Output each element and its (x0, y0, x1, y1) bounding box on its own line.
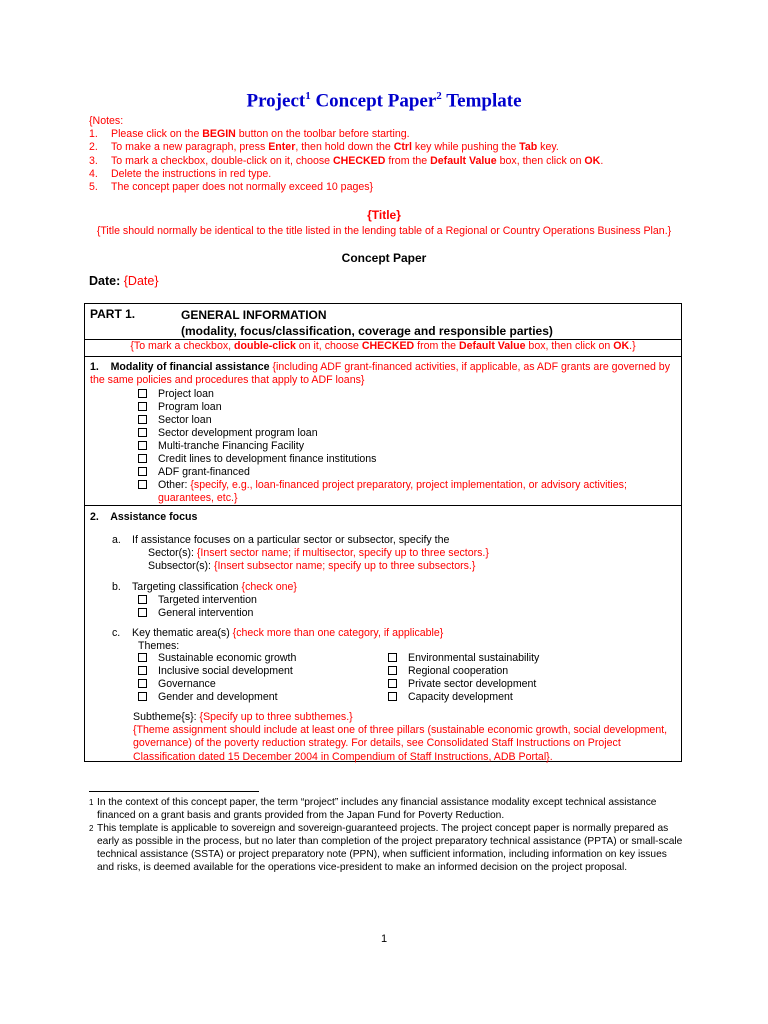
assistance-focus-heading: 2. Assistance focus (90, 511, 198, 523)
part-number: PART 1. (90, 307, 136, 321)
checkbox[interactable] (138, 595, 147, 604)
checkbox-option[interactable]: General intervention (138, 607, 297, 620)
checkbox[interactable] (388, 666, 397, 675)
page-number: 1 (380, 933, 388, 945)
date-label: Date: (89, 274, 121, 288)
part-title: GENERAL INFORMATION (modality, focus/classification, coverage and responsible parties) (181, 308, 553, 338)
checkbox[interactable] (138, 441, 147, 450)
note-item: 2. To make a new paragraph, press Enter, then hold down the Ctrl key while pushing the Tab key. (89, 141, 559, 154)
checkbox[interactable] (138, 480, 147, 489)
checkbox-option[interactable]: Sector loan (138, 414, 678, 427)
title-text-2: Concept Paper (310, 90, 437, 112)
general-information-table (84, 303, 682, 762)
page-title (0, 90, 768, 112)
checkbox-option[interactable]: Inclusive social development (138, 665, 388, 678)
themes-grid (138, 652, 638, 704)
modality-heading: 1. Modality of financial assistance {including ADF grant-financed activities, if applicable, as ADF grants are governed by the same policies and procedures that apply to ADF loans} (90, 361, 670, 387)
theme-assignment-note: {Theme assignment should include at least one of three pillars (sustainable economic growth, social development, governance) of the poverty reduction strategy. For details, see Consolidated Staff Instructions on Project Classification dated 15 December 2004 in Compendium of Staff Instructions, ADB Portal}. (133, 724, 668, 763)
modality-section (85, 356, 681, 506)
sector-subsection: a. If assistance focuses on a particular sector or subsector, specify the Sector(s): {Insert sector name; if multisector, specify up to three sectors.} Subsector(s): {Insert subsector name; specify up to three subsectors.} (112, 534, 489, 572)
checkbox-option[interactable]: Sector development program loan (138, 427, 678, 440)
checkbox-option[interactable]: ADF grant-financed (138, 466, 678, 479)
checkbox-option[interactable]: Regional cooperation (388, 665, 638, 678)
checkbox[interactable] (138, 692, 147, 701)
part-header (85, 304, 681, 340)
title-text-1: Project (246, 90, 306, 112)
checkbox[interactable] (138, 389, 147, 398)
checkbox-option-other[interactable]: Other: {specify, e.g., loan-financed project preparatory, project implementation, or advisory activities; guarantees, etc.} (138, 479, 678, 505)
checkbox-option[interactable]: Environmental sustainability (388, 652, 638, 665)
checkbox-option[interactable]: Sustainable economic growth (138, 652, 388, 665)
checkbox-option[interactable]: Project loan (138, 388, 678, 401)
title-footnote-ref-2: 2 (436, 90, 442, 102)
checkbox[interactable] (388, 653, 397, 662)
footnote-divider (89, 791, 259, 792)
checkbox-option[interactable]: Multi-tranche Financing Facility (138, 440, 678, 453)
title-footnote-ref-1: 1 (305, 90, 311, 102)
checkbox[interactable] (138, 454, 147, 463)
note-item: 1. Please click on the BEGIN button on the toolbar before starting. (89, 128, 410, 141)
footnote: 2 This template is applicable to sovereign and sovereign-guaranteed projects. The project concept paper is normally prepared as early as possible in the process, but no later than completion of the project preparatory technical assistance (PPTA) or small-scale technical assistance (SSTA) or project preparatory note (PPN), when sufficient information, including information on key issues and risks, is deemed available for the operations vice-president to make an informed decision on the project proposal. (89, 823, 683, 873)
footnotes (89, 796, 684, 874)
note-item: 5. The concept paper does not normally exceed 10 pages} (89, 181, 374, 194)
checkbox-option[interactable]: Private sector development (388, 678, 638, 691)
notes-block (89, 115, 689, 194)
checkbox-option[interactable]: Gender and development (138, 691, 388, 704)
checkbox[interactable] (138, 402, 147, 411)
assistance-focus-section (85, 506, 681, 763)
checkbox[interactable] (138, 653, 147, 662)
modality-options (138, 388, 678, 505)
sector-field[interactable]: {Insert sector name; if multisector, specify up to three sectors.} (193, 547, 489, 559)
themes-label: Themes: (138, 640, 180, 652)
checkbox[interactable] (388, 679, 397, 688)
subsector-field[interactable]: {Insert subsector name; specify up to three subsectors.} (211, 560, 476, 572)
checkbox-instruction: {To mark a checkbox, double-click on it, choose CHECKED from the Default Value box, then click on OK.} (130, 340, 636, 352)
checkbox-option[interactable]: Governance (138, 678, 388, 691)
checkbox-option[interactable]: Credit lines to development finance institutions (138, 453, 678, 466)
subtheme-block: Subtheme{s}: {Specify up to three subthemes.} {Theme assignment should include at least one of three pillars (sustainable economic growth, social development, governance) of the poverty reduction strategy. For details, see Consolidated Staff Instructions on Project Classification dated 15 December 2004 in Compendium of Staff Instructions, ADB Portal}. (133, 711, 678, 764)
footnote: 1 In the context of this concept paper, the term “project” includes any financial assistance modality except technical assistance financed on a grant basis and grants provided from the Japan Fund for Poverty Reduction. (89, 797, 657, 821)
checkbox-option[interactable]: Capacity development (388, 691, 638, 704)
note-item: 4. Delete the instructions in red type. (89, 167, 272, 180)
checkbox-option[interactable]: Program loan (138, 401, 678, 414)
checkbox[interactable] (138, 608, 147, 617)
title-instruction: {Title should normally be identical to the title listed in the lending table of a Regional or Country Operations Business Plan.} (96, 225, 672, 237)
subtheme-field[interactable]: {Specify up to three subthemes.} (196, 711, 353, 723)
checkbox-option[interactable]: Targeted intervention (138, 594, 297, 607)
note-item: 3. To mark a checkbox, double-click on it, choose CHECKED from the Default Value box, then click on OK. (89, 154, 604, 167)
checkbox[interactable] (138, 415, 147, 424)
thematic-subsection: c. Key thematic area(s) {check more than one category, if applicable} Themes: (112, 627, 444, 652)
document-title-placeholder[interactable]: {Title} (367, 208, 401, 222)
checkbox[interactable] (138, 679, 147, 688)
date-field[interactable]: {Date} (123, 274, 159, 288)
concept-paper-heading: Concept Paper (341, 251, 427, 265)
checkbox[interactable] (138, 467, 147, 476)
checkbox[interactable] (138, 666, 147, 675)
date-row (89, 274, 159, 288)
title-text-3: Template (441, 90, 522, 112)
checkbox[interactable] (138, 428, 147, 437)
notes-heading: {Notes: (89, 115, 124, 127)
targeting-subsection: b. Targeting classification {check one} Targeted intervention General intervention (112, 581, 297, 619)
checkbox[interactable] (388, 692, 397, 701)
